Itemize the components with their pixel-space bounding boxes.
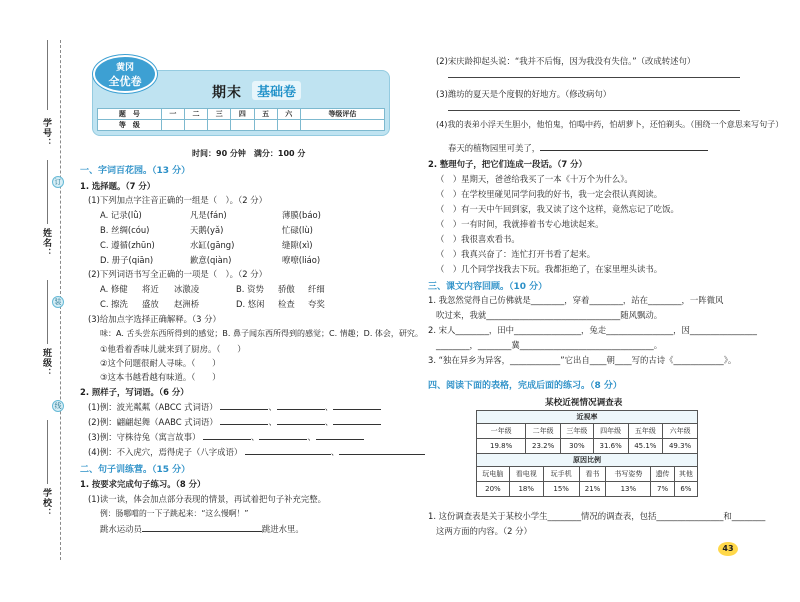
q2-prompt: (3)例：守株待兔（寓言故事） bbox=[88, 432, 201, 442]
fill-a: 跳水运动员 bbox=[100, 524, 142, 534]
answer-blank[interactable] bbox=[259, 431, 307, 440]
cause-cell: 玩手机 bbox=[543, 467, 579, 482]
score-table-header-row bbox=[98, 109, 385, 120]
option-a-1: A. 记录(lǜ) bbox=[100, 210, 142, 220]
sub-item: ①他看着香味儿就来到了厨房。（ ） bbox=[100, 344, 246, 354]
answer-blank[interactable] bbox=[203, 431, 251, 440]
question-1: 1. 选择题。（7 分） bbox=[80, 181, 156, 191]
option-a-3: 薄膜(báo) bbox=[282, 210, 321, 220]
badge-top: 黄冈 bbox=[115, 63, 134, 73]
question-1-2: (2)下列词语书写全正确的一项是（ ）。（2 分） bbox=[88, 269, 267, 279]
cause-cell: 其他 bbox=[674, 467, 697, 482]
option-d-3: 嘹嘹(liáo) bbox=[282, 255, 321, 265]
answer-blank[interactable] bbox=[540, 142, 708, 151]
cause-cell: 玩电脑 bbox=[477, 467, 510, 482]
grade-input[interactable] bbox=[300, 120, 384, 131]
opt: B. 资势 bbox=[236, 284, 264, 294]
cause-cell: 看书 bbox=[579, 467, 606, 482]
option-b-1: B. 丝绸(cóu) bbox=[100, 225, 150, 235]
answer-line[interactable] bbox=[448, 77, 740, 78]
cause-value: 7% bbox=[651, 482, 674, 497]
grade-cell: 六年级 bbox=[663, 424, 698, 439]
option-b-2: 天鹅(yǎ) bbox=[190, 225, 224, 235]
student-id-blank[interactable] bbox=[47, 40, 48, 110]
q2-item: (3)例：守株待兔（寓言故事） 、 、 bbox=[88, 431, 364, 443]
answer-blank[interactable] bbox=[333, 416, 381, 425]
opt: 冰激凌 bbox=[174, 284, 200, 294]
cause-value: 20% bbox=[477, 482, 510, 497]
option-c-2: 水缸(gāng) bbox=[190, 240, 235, 250]
score-cell: 一 bbox=[161, 109, 184, 120]
answer-blank[interactable] bbox=[339, 446, 425, 455]
opt: C. 擦洗 bbox=[100, 299, 128, 309]
class-label: 班级： bbox=[41, 348, 51, 378]
badge-bottom: 全优卷 bbox=[108, 75, 142, 88]
grade-cell: 三年级 bbox=[560, 424, 593, 439]
name-label: 姓名： bbox=[41, 228, 51, 258]
score-cell: 三 bbox=[208, 109, 231, 120]
answer-blank[interactable] bbox=[142, 523, 262, 532]
table-heading-rate: 近视率 bbox=[477, 411, 698, 424]
opt: 赵洲桥 bbox=[174, 299, 200, 309]
question-3: 1. 按要求完成句子练习。（8 分） bbox=[80, 479, 206, 489]
option-d-1: D. 册子(qiān) bbox=[100, 255, 154, 265]
score-table-grade-row bbox=[98, 120, 385, 131]
page-subtitle: 基础卷 bbox=[252, 81, 301, 100]
score-cell: 题 号 bbox=[98, 109, 162, 120]
opt: 检查 bbox=[278, 299, 295, 309]
rate-cell: 30% bbox=[560, 439, 593, 454]
recall-2: 2. 宋人________，田中________________，兔走________________，因________________ bbox=[428, 325, 757, 335]
binding-margin bbox=[0, 0, 62, 602]
cause-cell: 遗传 bbox=[651, 467, 674, 482]
score-cell: 二 bbox=[184, 109, 207, 120]
page-number: 43 bbox=[718, 542, 738, 556]
grade-input[interactable] bbox=[254, 120, 277, 131]
cause-cell: 看电视 bbox=[509, 467, 543, 482]
grade-input[interactable] bbox=[184, 120, 207, 131]
q2-prompt: (1)例：波光粼粼（ABCC 式词语） bbox=[88, 402, 218, 412]
sort-item: （ ）几个同学找我去下玩。我都拒绝了，在家里埋头读书。 bbox=[436, 264, 663, 274]
question-1-1: (1)下列加点字注音正确的一组是（ ）。（2 分） bbox=[88, 195, 267, 205]
answer-blank[interactable] bbox=[245, 446, 331, 455]
score-cell: 五 bbox=[254, 109, 277, 120]
answer-blank[interactable] bbox=[220, 416, 268, 425]
grade-cell: 五年级 bbox=[628, 424, 663, 439]
fill-sentence bbox=[100, 523, 304, 535]
mark-zhuang: 装 bbox=[52, 296, 64, 308]
grade-input[interactable] bbox=[208, 120, 231, 131]
section-1-title: 一、字词百花园。（13 分） bbox=[80, 166, 191, 176]
q2-item: (4)例：不入虎穴，焉得虎子（八字成语） 、 bbox=[88, 446, 425, 458]
rq-4b bbox=[448, 142, 708, 154]
section-2-title: 二、句子训练营。（15 分） bbox=[80, 465, 191, 475]
option-b-3: 忙碌(lù) bbox=[282, 225, 313, 235]
grade-cell: 一年级 bbox=[477, 424, 526, 439]
cause-values-row bbox=[477, 482, 698, 497]
definition-text: 味：A. 舌头尝东西所得到的感觉；B. 鼻子闻东西所得到的感觉；C. 情趣；D. 体会，研究。 bbox=[100, 329, 423, 338]
rq-4b-text: 春天的植物园里可美了， bbox=[448, 143, 541, 153]
q2-prompt: (2)例：翩翩起舞（AABC 式词语） bbox=[88, 417, 218, 427]
grade-input[interactable] bbox=[161, 120, 184, 131]
opt: 夸奖 bbox=[308, 299, 325, 309]
score-cell: 四 bbox=[231, 109, 254, 120]
recall-3: 3. “独在异乡为异客，____________”它出自____朝____写的古诗《____________》。 bbox=[428, 355, 737, 365]
sort-item: （ ）我真兴奋了：连忙打开书看了起来。 bbox=[436, 249, 596, 259]
q2-item: (1)例：波光粼粼（ABCC 式词语） 、 、 bbox=[88, 401, 381, 413]
grade-input[interactable] bbox=[231, 120, 254, 131]
question-1-3: (3)给加点字选择正确解释。（3 分） bbox=[88, 314, 221, 324]
school-blank[interactable] bbox=[47, 420, 48, 484]
rate-cell: 49.3% bbox=[663, 439, 698, 454]
table-title: 某校近视情况调查表 bbox=[545, 398, 623, 408]
survey-table bbox=[476, 410, 698, 497]
opt: 将近 bbox=[142, 284, 159, 294]
score-table bbox=[97, 108, 385, 131]
mark-ding: 订 bbox=[52, 176, 64, 188]
school-label: 学校： bbox=[41, 488, 51, 518]
option-c-3: 缝隙(xì) bbox=[282, 240, 313, 250]
section-3-title: 三、课文内容回顾。（10 分） bbox=[428, 282, 548, 292]
grades-row bbox=[477, 424, 698, 439]
table-heading-cause: 原因比例 bbox=[477, 454, 698, 467]
option-a-2: 凡是(fán) bbox=[190, 210, 227, 220]
recall-1: 1. 我忽然觉得自己仿佛就是________，穿着________，站在________，一阵微风 bbox=[428, 295, 724, 305]
sub-item: ②这个问题很耐人寻味。（ ） bbox=[100, 358, 221, 368]
mark-xian: 线 bbox=[52, 400, 64, 412]
sort-item: （ ）我很喜欢看书。 bbox=[436, 234, 520, 244]
grade-cell: 二年级 bbox=[526, 424, 561, 439]
recall-2b: ________，________冀________________________________。 bbox=[436, 340, 663, 350]
exercise-1b: 这两方面的内容。（2 分） bbox=[436, 526, 532, 536]
question-3-1: (1)读一读，体会加点部分表现的情景，再试着把句子补充完整。 bbox=[88, 494, 326, 504]
answer-blank[interactable] bbox=[277, 401, 325, 410]
sort-item: （ ）在学校里碰见同学问我的好书，我一定会很认真阅读。 bbox=[436, 189, 663, 199]
recall-1b: 吹过来，我就________________________________随风飘动。 bbox=[436, 310, 663, 320]
opt: A. 修健 bbox=[100, 284, 128, 294]
section-4-title: 四、阅读下面的表格，完成后面的练习。（8 分） bbox=[428, 381, 622, 391]
sort-item: （ ）一有时间，我就捧着书专心地读起来。 bbox=[436, 219, 604, 229]
rq-sort: 2. 整理句子，把它们连成一段话。（7 分） bbox=[428, 159, 587, 169]
opt: D. 悠闲 bbox=[236, 299, 265, 309]
grade-input[interactable] bbox=[277, 120, 300, 131]
q2-prompt: (4)例：不入虎穴，焉得虎子（八字成语） bbox=[88, 447, 243, 457]
rate-cell: 45.1% bbox=[628, 439, 663, 454]
rq-4: (4)我的表弟小浮天生胆小，他怕鬼，怕喝中药，怕胡萝卜，还怕剃头。（围绕一个意思来写句子） bbox=[436, 119, 784, 129]
causes-row bbox=[477, 467, 698, 482]
option-d-2: 歉意(qiàn) bbox=[190, 255, 232, 265]
cause-value: 13% bbox=[606, 482, 651, 497]
cause-value: 6% bbox=[674, 482, 697, 497]
score-cell: 六 bbox=[277, 109, 300, 120]
time-info: 时间：90 分钟 满分：100 分 bbox=[192, 149, 306, 158]
opt: 盛放 bbox=[142, 299, 159, 309]
brand-badge bbox=[93, 55, 157, 93]
opt: 纤细 bbox=[308, 284, 325, 294]
cause-value: 18% bbox=[509, 482, 543, 497]
cause-cell: 书写姿势 bbox=[606, 467, 651, 482]
rq-3: (3)潍坊的夏天是个度假的好地方。（修改病句） bbox=[436, 89, 612, 99]
answer-blank[interactable] bbox=[333, 401, 381, 410]
student-id-label: 学号： bbox=[41, 118, 51, 148]
example-sentence: 例：肠哪噹的一下子跳起来：“这么慢啊！” bbox=[100, 509, 249, 518]
cause-value: 21% bbox=[579, 482, 606, 497]
page-title: 期末 bbox=[212, 85, 242, 101]
class-blank[interactable] bbox=[47, 280, 48, 344]
option-c-1: C. 遵循(zhūn) bbox=[100, 240, 155, 250]
grade-cell: 四年级 bbox=[593, 424, 628, 439]
rates-row bbox=[477, 439, 698, 454]
rate-cell: 23.2% bbox=[526, 439, 561, 454]
score-cell: 等级评估 bbox=[300, 109, 384, 120]
exercise-1: 1. 这份调查表是关于某校小学生________情况的调查表，包括________________和________ bbox=[428, 511, 766, 521]
q2-item: (2)例：翩翩起舞（AABC 式词语） 、 、 bbox=[88, 416, 381, 428]
rate-cell: 19.8% bbox=[477, 439, 526, 454]
fill-b: 跳进水里。 bbox=[261, 524, 304, 534]
cause-value: 15% bbox=[543, 482, 579, 497]
rq-2: (2)宋庆龄抑起头说：“我并不后悔，因为我没有失信。”（改成转述句） bbox=[436, 56, 696, 66]
opt: 骄傲 bbox=[278, 284, 295, 294]
sort-item: （ ）有一天中午回到家，我又读了这个这样，竟然忘记了吃饭。 bbox=[436, 204, 679, 214]
sort-item: （ ）星期天，爸爸给我买了一本《十万个为什么》。 bbox=[436, 174, 633, 184]
question-2: 2. 照样子，写词语。（6 分） bbox=[80, 387, 189, 397]
answer-blank[interactable] bbox=[316, 431, 364, 440]
answer-line[interactable] bbox=[448, 110, 740, 111]
sub-item: ③这本书越看越有味道。（ ） bbox=[100, 372, 221, 382]
answer-blank[interactable] bbox=[220, 401, 268, 410]
grade-label: 等 级 bbox=[98, 120, 162, 131]
answer-blank[interactable] bbox=[277, 416, 325, 425]
name-blank[interactable] bbox=[47, 160, 48, 224]
rate-cell: 31.6% bbox=[593, 439, 628, 454]
